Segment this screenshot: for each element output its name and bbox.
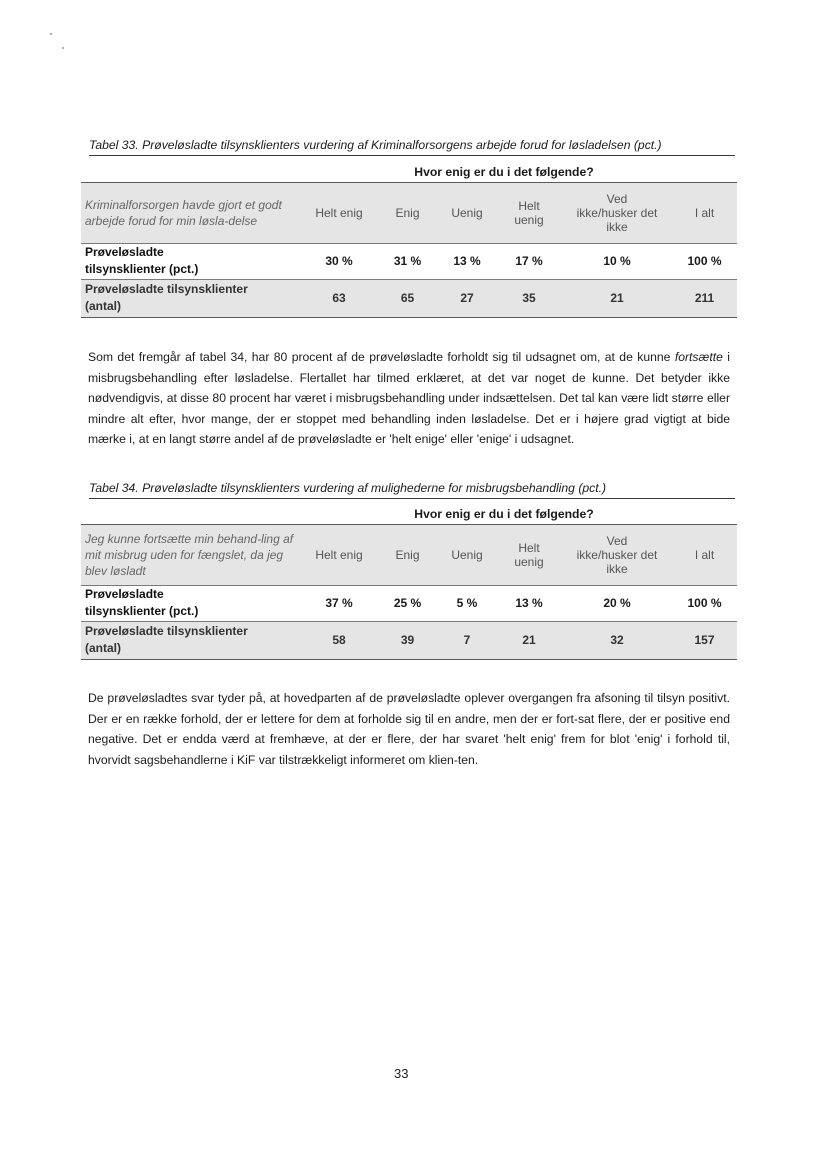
table-cell: 211 [672,279,737,317]
table-cell: 31 % [377,243,438,279]
table-cell: 25 % [377,585,438,621]
table-34-statement: Jeg kunne fortsætte min behand-ling af mit misbrug uden for fængslet, da jeg blev løsladt [81,525,301,585]
table-33 [81,161,737,318]
row-label: Prøveløsladte tilsynsklienter (antal) [81,621,301,659]
column-header: I alt [672,525,737,585]
table-cell: 10 % [562,243,672,279]
column-header: Uenig [438,183,496,243]
paragraph-text: i misbrugsbehandling efter løsladelse. Flertallet har tilmed erklæret, at det var noget de kunne. Det betyder ikke nødvendigvis, at disse 80 procent har været i misbrugsbehandling under indsættelsen. Det tal kan være lidt større eller mindre alt efter, hvor mange, der er stoppet med behandling inden løsladelse. Det er i højere grad vigtigt at bide mærke i, at en langt større andel af de prøveløsladte er 'helt enige' eller 'enige' i udsagnet. [88,350,731,446]
paragraph-text: Som det fremgår af tabel 34, har 80 procent af de prøveløsladte forholdt sig til udsagnet om, at de kunne [88,350,675,364]
table-cell: 100 % [672,585,737,621]
column-header: Enig [377,525,438,585]
table-cell: 27 [438,279,496,317]
table-cell: 157 [672,621,737,659]
table-34 [81,503,737,660]
table-cell: 58 [301,621,377,659]
column-header: Helt enig [301,183,377,243]
emphasis-text: fortsætte [674,350,723,364]
table-cell: 65 [377,279,438,317]
column-header: Helt uenig [496,183,562,243]
scan-speck [50,33,52,35]
table-cell: 13 % [496,585,562,621]
scan-speck [62,47,64,49]
table-row [81,585,737,621]
table-cell: 63 [301,279,377,317]
table-row [81,243,737,279]
table-cell: 37 % [301,585,377,621]
table-cell: 13 % [438,243,496,279]
column-header: Uenig [438,525,496,585]
row-label: Prøveløsladte tilsynsklienter (pct.) [81,243,301,279]
row-label: Prøveløsladte tilsynsklienter (antal) [81,279,301,317]
column-header: I alt [672,183,737,243]
row-label: Prøveløsladte tilsynsklienter (pct.) [81,585,301,621]
table-33-question-header: Hvor enig er du i det følgende? [81,161,737,183]
body-paragraph [88,347,730,450]
table-cell: 35 [496,279,562,317]
column-header: Enig [377,183,438,243]
table-34-question-header: Hvor enig er du i det følgende? [81,503,737,525]
table-cell: 20 % [562,585,672,621]
page-number: 33 [394,1066,409,1081]
column-header: Ved ikke/husker det ikke [562,525,672,585]
column-header: Ved ikke/husker det ikke [562,183,672,243]
table-34-caption: Tabel 34. Prøveløsladte tilsynsklienters vurdering af mulighederne for misbrugsbehandling (pct.) [89,481,735,499]
table-cell: 32 [562,621,672,659]
table-cell: 5 % [438,585,496,621]
column-header: Helt uenig [496,525,562,585]
table-cell: 7 [438,621,496,659]
table-cell: 21 [562,279,672,317]
table-33-caption: Tabel 33. Prøveløsladte tilsynsklienters vurdering af Kriminalforsorgens arbejde forud for løsladelsen (pct.) [89,138,735,156]
table-cell: 30 % [301,243,377,279]
body-paragraph: De prøveløsladtes svar tyder på, at hovedparten af de prøveløsladte oplever overgangen fra afsoning til tilsyn positivt. Der er en række forhold, der er lettere for dem at forholde sig til en andre, men der er fort-sat flere, der er positive end negative. Det er endda værd at fremhæve, at der er flere, der har svaret 'helt enig' frem for blot 'enig' i forhold til, hvorvidt sagsbehandlerne i KiF var tilstrækkeligt informeret om klien-ten. [88,691,730,767]
table-cell: 21 [496,621,562,659]
table-cell: 17 % [496,243,562,279]
table-cell: 100 % [672,243,737,279]
table-row [81,279,737,317]
column-header: Helt enig [301,525,377,585]
table-33-statement: Kriminalforsorgen havde gjort et godt arbejde forud for min løsla-delse [81,183,301,243]
table-cell: 39 [377,621,438,659]
table-row [81,621,737,659]
